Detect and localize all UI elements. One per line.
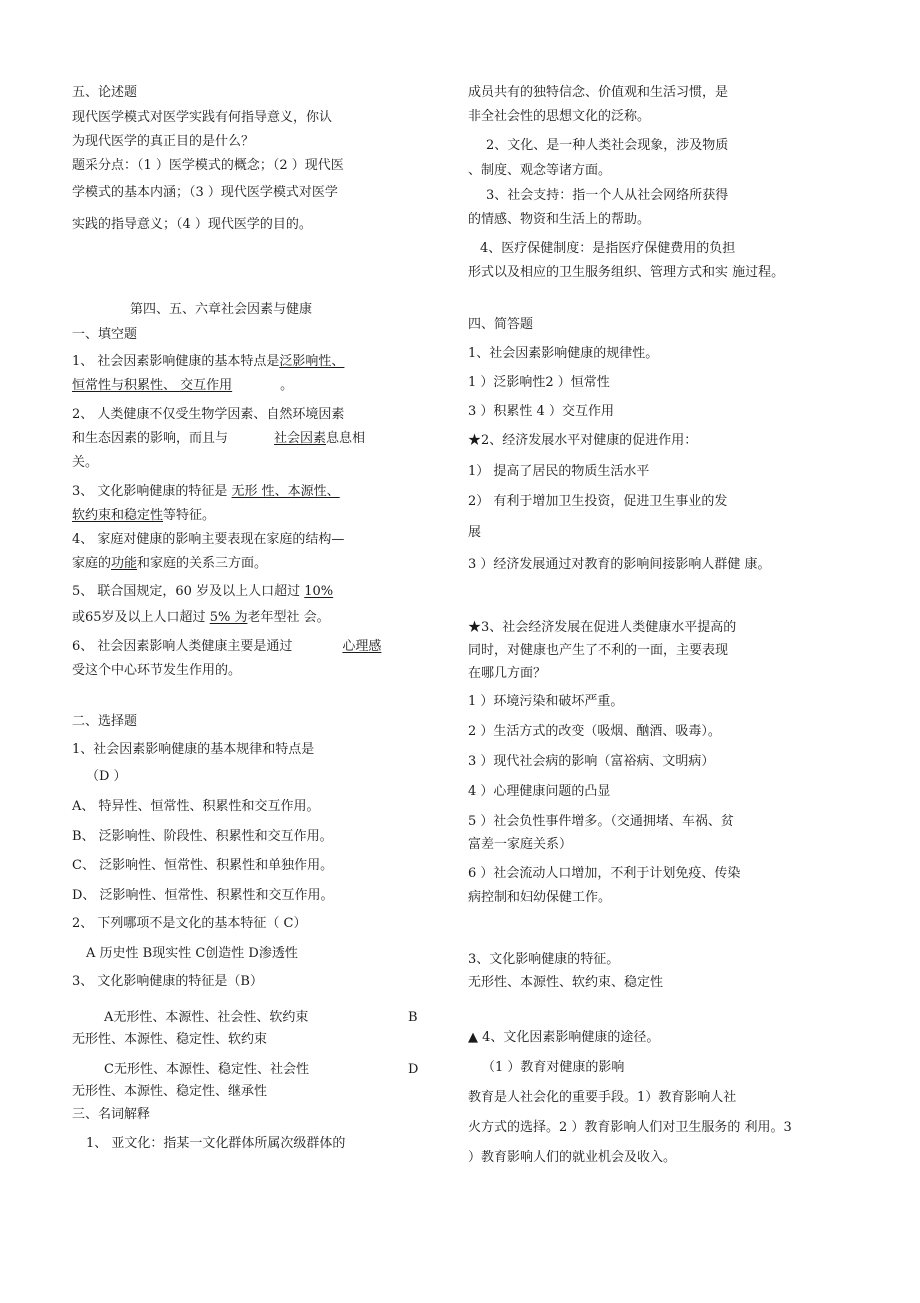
short-q3-cont: 同时，对健康也产生了不利的一面，主要表现 <box>468 643 729 658</box>
fill-q3-answer: 软约束和稳定性 <box>72 508 164 523</box>
fill-q2-post: 息息相 <box>326 431 366 446</box>
short-q3-answer: 1 ）环境污染和破坏严重。 <box>468 694 624 709</box>
short-q1-answer: 3 ）积累性 4 ）交互作用 <box>468 404 614 419</box>
fill-q4-post: 和家庭的关系三方面。 <box>137 556 268 571</box>
fill-q3-cont <box>72 507 215 525</box>
fill-q6-text: 6、 社会因素影响人类健康主要是通过 <box>72 639 293 654</box>
short-q2-answer: 1） 提高了居民的物质生活水平 <box>468 464 650 479</box>
choice-option: A、 特异性、恒常性、积累性和交互作用。 <box>72 799 320 814</box>
term-4: 4、医疗保健制度：是指医疗保健费用的负担 <box>480 241 736 256</box>
choice-option: B、 泛影响性、阶段性、积累性和交互作用。 <box>72 829 333 844</box>
essay-score-line: 实践的指导意义；（4 ）现代医学的目的。 <box>72 217 312 232</box>
fill-q3-text: 3、 文化影响健康的特征是 <box>72 484 232 499</box>
terms-heading: 三、名词解释 <box>72 1107 151 1122</box>
fill-q2-answer: 社会因素 <box>274 431 327 446</box>
short-q5-sub: （1 ）教育对健康的影响 <box>482 1060 625 1075</box>
choice-option: C无形性、本源性、稳定性、社会性 <box>104 1062 309 1077</box>
fill-q1 <box>72 353 344 371</box>
short-q2-answer-cont: 展 <box>468 525 482 540</box>
choice-option: A无形性、本源性、社会性、软约束 <box>104 1010 309 1025</box>
short-q5-answer: ）教育影响人们的就业机会及收入。 <box>468 1150 677 1165</box>
fill-q4-answer: 功能 <box>111 556 138 571</box>
short-q1: 1、社会因素影响健康的规律性。 <box>468 346 659 361</box>
choice-q2-options: A 历史性 B现实性 C创造性 D渗透性 <box>86 946 298 961</box>
short-q3-answer: 5 ）社会负性事件增多。（交通拥堵、车祸、贫 <box>468 814 734 829</box>
fill-q5-cont <box>72 609 330 627</box>
term-4-cont: 形式以及相应的卫生服务组织、管理方式和实 施过程。 <box>468 265 785 280</box>
fill-q6-answer: 心理感 <box>342 639 382 654</box>
fill-q1-end: 。 <box>280 378 294 393</box>
choice-q2: 2、 下列哪项不是文化的基本特征（ C） <box>72 916 307 931</box>
short-q3-answer-cont: 富差一家庭关系） <box>468 837 573 852</box>
term-3: 3、社会支持：指一个人从社会网络所获得 <box>486 188 729 203</box>
term-1: 1、 亚文化：指某一文化群体所属次级群体的 <box>86 1136 346 1151</box>
short-q2-answer: 2） 有利于增加卫生投资，促进卫生事业的发 <box>468 494 728 509</box>
choice-option-label: D <box>408 1062 419 1077</box>
fill-q2-cont <box>72 430 365 448</box>
short-q3-answer: 4 ）心理健康问题的凸显 <box>468 784 611 799</box>
fill-q6 <box>72 638 381 656</box>
short-q5: ▲ 4、文化因素影响健康的途径。 <box>468 1030 660 1045</box>
fill-q5-mid: 或65岁及以上人口超过 <box>72 610 210 625</box>
short-heading: 四、简答题 <box>468 317 534 332</box>
fill-q1-cont <box>72 377 293 395</box>
term-1-cont: 非全社会性的思想文化的泛称。 <box>468 109 651 124</box>
fill-q5-answer: 10% <box>304 584 334 599</box>
term-1-cont: 成员共有的独特信念、价值观和生活习惯，是 <box>468 85 729 100</box>
essay-heading: 五、论述题 <box>72 85 138 100</box>
short-q3-cont: 在哪几方面？ <box>468 666 547 681</box>
choice-q3: 3、 文化影响健康的特征是（B） <box>72 974 263 989</box>
short-q2: ★2、经济发展水平对健康的促进作用： <box>468 433 698 448</box>
short-q5-answer: 火方式的选择。2 ）教育影响人们对卫生服务的 利用。3 <box>468 1120 792 1135</box>
short-q2-answer: 3 ）经济发展通过对教育的影响间接影响人群健 康。 <box>468 557 771 572</box>
essay-score-line: 学模式的基本内涵；（3 ）现代医学模式对医学 <box>72 185 338 200</box>
fill-q2: 2、 人类健康不仅受生物学因素、自然环境因素 <box>72 407 345 422</box>
fill-q5-post: 老年型社 会。 <box>247 610 330 625</box>
essay-score-line: 题采分点：（1 ）医学模式的概念；（2 ）现代医 <box>72 158 344 173</box>
fill-q2-end: 关。 <box>72 455 99 470</box>
short-q3-answer: 2 ）生活方式的改变（吸烟、酗酒、吸毒）。 <box>468 724 721 739</box>
fill-q6-cont: 受这个中心环节发生作用的。 <box>72 663 242 678</box>
fill-q3 <box>72 483 340 501</box>
fill-q5-text: 5、 联合国规定，60 岁及以上人口超过 <box>72 584 305 599</box>
fill-q5-answer: 5% 为 <box>209 610 248 625</box>
fill-q5 <box>72 583 333 601</box>
fill-q3-answer: 无形 性、本源性、 <box>231 484 340 499</box>
short-q3: ★3、社会经济发展在促进人类健康水平提高的 <box>468 620 737 635</box>
short-q1-answer: 1 ）泛影响性2 ）恒常性 <box>468 375 610 390</box>
choice-option: D、 泛影响性、恒常性、积累性和交互作用。 <box>72 888 334 903</box>
term-3-cont: 的情感、物资和生活上的帮助。 <box>468 212 651 227</box>
essay-question-line: 为现代医学的真正目的是什么？ <box>72 134 255 149</box>
short-q4: 3、文化影响健康的特征。 <box>468 952 620 967</box>
fill-q1-answer: 恒常性与积累性、 交互作用 <box>72 378 233 393</box>
fill-q4-text: 家庭的 <box>72 556 112 571</box>
choice-q1-answer: （D ） <box>86 769 127 784</box>
fill-q2-text: 和生态因素的影响，而且与 <box>72 431 229 446</box>
short-q5-answer: 教育是人社会化的重要手段。1）教育影响人社 <box>468 1090 737 1105</box>
short-q3-answer: 6 ）社会流动人口增加，不利于计划免疫、传染 <box>468 866 741 881</box>
choice-option: 无形性、本源性、稳定性、软约束 <box>72 1032 268 1047</box>
fill-q4: 4、 家庭对健康的影响主要表现在家庭的结构— <box>72 532 345 547</box>
fill-q1-answer: 泛影响性、 <box>279 354 345 369</box>
choice-option: 无形性、本源性、稳定性、继承性 <box>72 1084 268 1099</box>
choice-option-label: B <box>408 1010 418 1025</box>
chapter-title: 第四、五、六章社会因素与健康 <box>130 302 313 317</box>
term-2-cont: 、制度、观念等诸方面。 <box>468 163 612 178</box>
essay-question-line: 现代医学模式对医学实践有何指导意义，你认 <box>72 110 333 125</box>
fill-q4-cont <box>72 555 267 573</box>
choice-option: C、 泛影响性、恒常性、积累性和单独作用。 <box>72 858 334 873</box>
term-2: 2、文化、是一种人类社会现象，涉及物质 <box>486 138 729 153</box>
short-q3-answer-cont: 病控制和妇幼保健工作。 <box>468 890 612 905</box>
choice-heading: 二、选择题 <box>72 714 138 729</box>
fill-q3-post: 等特征。 <box>163 508 216 523</box>
fill-heading: 一、填空题 <box>72 327 138 342</box>
short-q3-answer: 3 ）现代社会病的影响（富裕病、文明病） <box>468 754 715 769</box>
short-q4-answer: 无形性、本源性、软约束、稳定性 <box>468 975 664 990</box>
fill-q1-text: 1、 社会因素影响健康的基本特点是 <box>72 354 280 369</box>
choice-q1: 1、社会因素影响健康的基本规律和特点是 <box>72 742 315 757</box>
